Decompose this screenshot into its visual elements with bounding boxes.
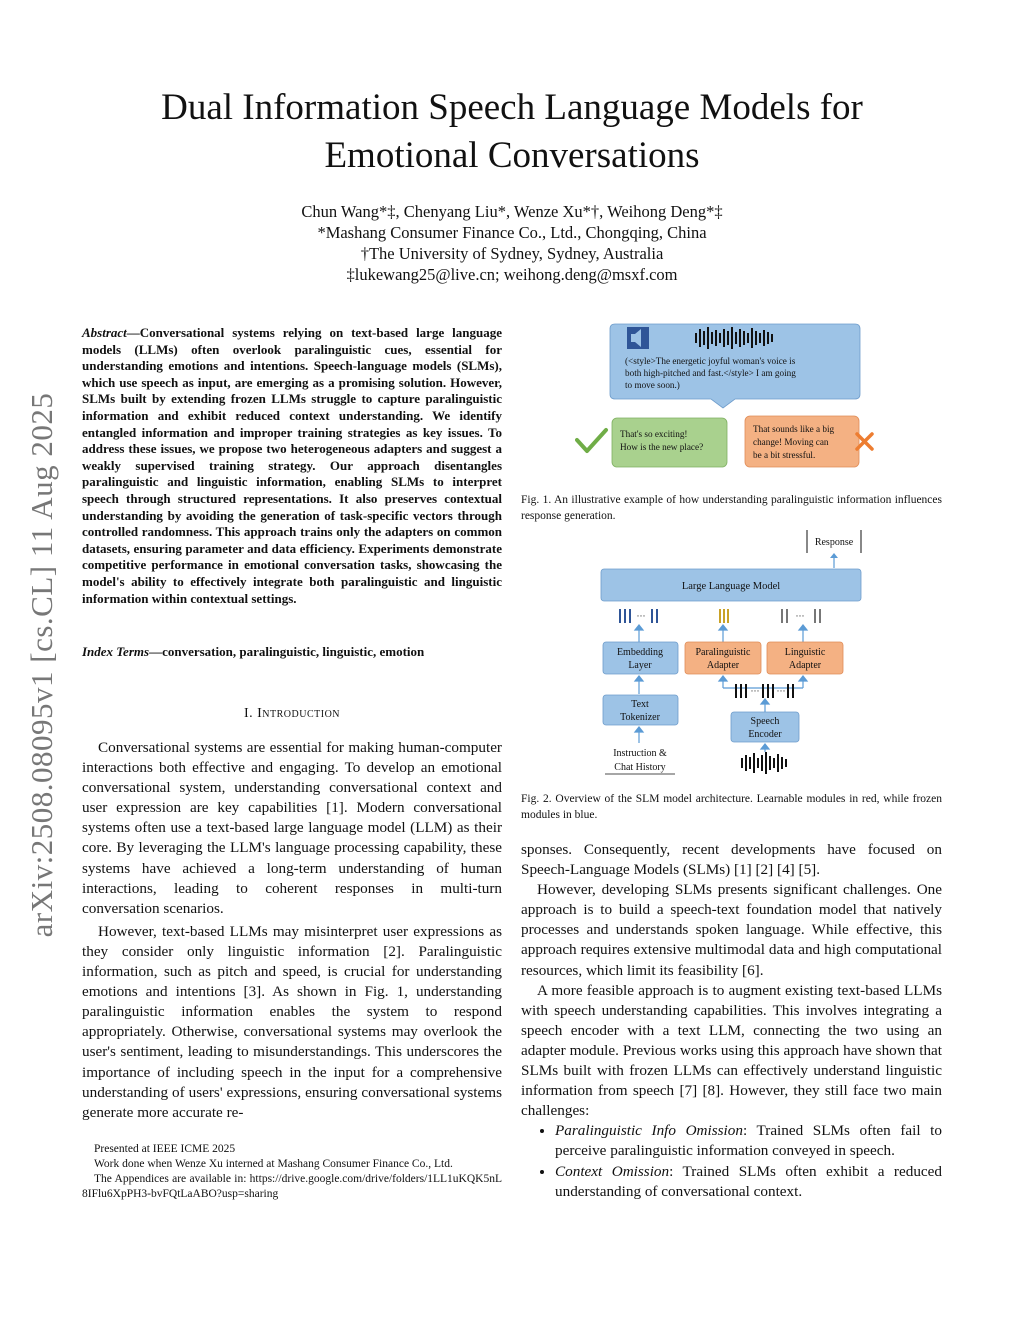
dots: ···: [776, 686, 786, 696]
figure-2: [595, 528, 873, 780]
paragraph: A more feasible approach is to augment existing text-based LLMs with speech understanding capabilities. This involves integrating a speech encoder with a text LLM, connecting the two using an adapter module. Previous works using this approach have shown that SLMs built with frozen LLMs can effectively understand linguistic information from speech [7] [8]. However, they still face two main challenges:: [521, 981, 942, 1120]
dots: ···: [795, 611, 805, 621]
bad-reply-line: That sounds like a big: [753, 424, 835, 434]
instruction-label: Instruction &: [613, 748, 667, 759]
response-box: [807, 530, 861, 553]
list-item: [555, 1162, 942, 1202]
para-adapter-label: Adapter: [706, 660, 740, 671]
arxiv-stamp-text: arXiv:2508.08095v1 [cs.CL] 11 Aug 2025: [24, 392, 59, 938]
ling-adapter-label: Linguistic: [784, 647, 826, 658]
section-title: Introduction: [257, 706, 341, 721]
dots: ···: [750, 686, 760, 696]
author-block: [60, 201, 964, 285]
affiliation-1: *Mashang Consumer Finance Co., Ltd., Chongqing, China: [317, 223, 707, 242]
prompt-line: (<style>The energetic joyful woman's voice is: [625, 356, 796, 366]
paragraph: sponses. Consequently, recent developments have focused on Speech-Language Models (SLMs) [1] [2] [4] [5].: [521, 841, 942, 879]
abstract-label: Abstract: [82, 325, 127, 340]
bad-reply-line: be a bit stressful.: [753, 450, 816, 460]
speech-encoder-label: Speech: [750, 716, 780, 727]
embedding-label: Layer: [628, 660, 652, 671]
author-names: Chun Wang*‡, Chenyang Liu*, Wenze Xu*†, Weihong Deng*‡: [301, 202, 723, 221]
speech-waveform-icon: [741, 752, 787, 774]
llm-label: Large Language Model: [681, 581, 781, 592]
instruction-label: Chat History: [614, 762, 666, 773]
footnote: The Appendices are available in: https://drive.google.com/drive/folders/1LL1uKQK5nL8IFlu6XpPH3-bvFQtLaABO?usp=sharing: [82, 1173, 502, 1200]
index-terms-label: Index Terms: [82, 644, 150, 659]
footnotes: [82, 1142, 502, 1202]
good-reply-line: That's so exciting!: [620, 429, 688, 439]
embedding-label: Embedding: [616, 647, 664, 658]
bullet-text: : Trained SLMs often fail to perceive paralinguistic information conveyed in speech.: [555, 1122, 942, 1160]
arxiv-stamp: [12, 370, 72, 960]
section-numeral: I.: [243, 706, 254, 721]
tokenizer-label: Text: [631, 699, 649, 710]
footnote: Presented at IEEE ICME 2025: [94, 1143, 236, 1155]
paragraph: However, text-based LLMs may misinterpret user expressions as they consider only linguistic information [2]. Paralinguistic information, such as pitch and speed, is crucial for understanding emotions and intentions [3]. As shown in Fig. 1, understanding paralinguistic information enables the system to respond appropriately. Otherwise, conversational systems may overlook the user's sentiment, leading to misunderstandings. This underscores the importance of including speech in the input for a comprehensive understanding of users' expressions, ensuring conversational systems generate more accurate re-: [82, 922, 502, 1121]
paper-title: [60, 84, 964, 180]
ling-adapter-label: Adapter: [788, 660, 822, 671]
response-label: Response: [814, 537, 854, 548]
para-adapter-label: Paralinguistic: [695, 647, 751, 658]
dots: ···: [636, 611, 646, 621]
right-column-body: [521, 840, 942, 1202]
check-icon: [577, 430, 606, 451]
figure-1-caption: Fig. 1. An illustrative example of how understanding paralinguistic information influences response generation.: [521, 494, 942, 522]
footnote: Work done when Wenze Xu interned at Mashang Consumer Finance Co., Ltd.: [94, 1158, 453, 1170]
author-emails: ‡lukewang25@live.cn; weihong.deng@msxf.com: [346, 265, 678, 284]
challenge-list: [521, 1121, 942, 1201]
section-heading: [82, 706, 502, 722]
prompt-line: to move soon.): [625, 380, 680, 390]
prompt-line: both high-pitched and fast.</style> I am going: [625, 368, 796, 378]
paragraph: Conversational systems are essential for making human-computer interactions both effective and engaging. To develop an emotional conversational system, understanding conversational context and user expression are key capabilities [1]. Modern conversational systems often use a text-based large language model (LLM) as their core. By leveraging the LLM's language processing capability, these systems have achieved a long-term understanding of human interactions, leading to coherent responses in multi-turn conversation scenarios.: [82, 739, 502, 917]
bullet-text: : Trained SLMs often exhibit a reduced understanding of conversational context.: [555, 1162, 942, 1200]
good-reply-line: How is the new place?: [620, 442, 704, 452]
list-item: [555, 1121, 942, 1161]
bad-reply-line: change! Moving can: [753, 437, 829, 447]
index-terms: [82, 644, 502, 661]
bullet-term: Paralinguistic Info Omission: [555, 1122, 743, 1140]
speaker-icon: [627, 327, 649, 349]
title-line-2: Emotional Conversations: [324, 135, 700, 176]
bullet-term: Context Omission: [555, 1162, 670, 1180]
index-terms-text: —conversation, paralinguistic, linguistic, emotion: [149, 644, 425, 659]
paragraph: However, developing SLMs presents significant challenges. One approach is to build a speech-text foundation model that natively processes and understands spoken language. While effective, this approach requires extensive multimodal data and high computational resources, which limit its feasibility [6].: [521, 881, 942, 979]
token-bars-paralinguistic: [719, 609, 729, 623]
abstract-text: —Conversational systems relying on text-based large language models (LLMs) often overlook paralinguistic cues, essential for understanding emotions and intentions. Speech-language models (SLMs), which use speech as input, are emerging as a promising solution. However, SLMs built by extending frozen LLMs struggle to capture paralinguistic information and exhibit reduced context understanding. We identify entangled information and improper training strategies as key issues. To address these issues, we propose two heterogeneous adapters and suggest a weakly supervised training strategy. Our approach disentangles paralinguistic and linguistic information, enabling SLMs to interpret speech through structured representations. It also preserves contextual understanding by avoiding the generation of task-specific vectors through controlled randomness. This approach trains only the adapters on common datasets, ensuring parameter and data efficiency. Experiments demonstrate competitive performance in emotional conversation tasks, showcasing the model's ability to effectively integrate both paralinguistic and linguistic information within contextual settings.: [82, 325, 502, 606]
figure-1: [575, 320, 875, 480]
figure-2-caption: Fig. 2. Overview of the SLM model architecture. Learnable modules in red, while frozen modules in blue.: [521, 793, 942, 821]
abstract: [82, 325, 502, 607]
tokenizer-label: Tokenizer: [620, 712, 660, 723]
left-column-body: [82, 738, 502, 1123]
title-line-1: Dual Information Speech Language Models for: [161, 87, 863, 128]
speech-encoder-label: Encoder: [748, 729, 782, 740]
affiliation-2: †The University of Sydney, Sydney, Australia: [360, 244, 664, 263]
